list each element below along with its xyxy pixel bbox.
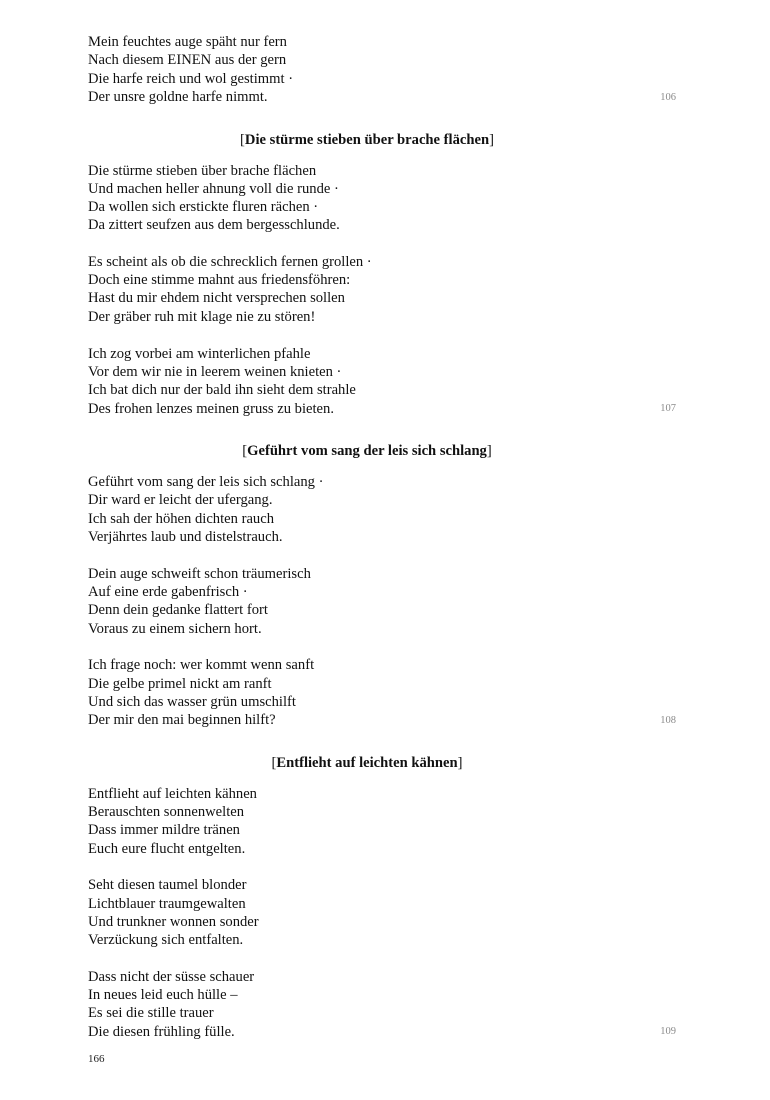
verse-line: Verjährtes laub und distelstrauch. [88,529,283,545]
verse-line: Dass immer mildre tränen [88,822,240,838]
verse-line: Es sei die stille trauer [88,1005,214,1021]
verse-line: Der unsre goldne harfe nimmt. [88,89,268,105]
verse-line: Geführt vom sang der leis sich schlang · [88,474,324,490]
verse-line: Und sich das wasser grün umschilft [88,694,296,710]
verse-line: Ich bat dich nur der bald ihn sieht dem strahle [88,382,356,398]
verse-line: Euch eure flucht entgelten. [88,841,246,857]
verse-line: Dass nicht der süsse schauer [88,969,255,985]
poem-title-text: Entflieht auf leichten kähnen [276,755,458,771]
verse-line: Berauschten sonnenwelten [88,804,245,820]
verse-line: Nach diesem EINEN aus der gern [88,52,287,68]
verse-line: Ich sah der höhen dichten rauch [88,511,274,527]
verse-line: Entflieht auf leichten kähnen [88,786,257,802]
poem-title: [Geführt vom sang der leis sich schlang] [242,443,492,459]
poem-title: [Entflieht auf leichten kähnen] [271,755,463,771]
verse-line: Denn dein gedanke flattert fort [88,602,268,618]
margin-number: 109 [660,1026,676,1037]
verse-line: Die stürme stieben über brache flächen [88,163,317,179]
page-number: 166 [88,1053,105,1065]
verse-line: Die harfe reich und wol gestimmt · [88,71,294,87]
verse-line: Verzückung sich entfalten. [88,932,244,948]
verse-line: Auf eine erde gabenfrisch · [88,584,248,600]
verse-line: Dein auge schweift schon träumerisch [88,566,311,582]
margin-number: 108 [660,715,676,726]
verse-line: Ich frage noch: wer kommt wenn sanft [88,657,315,673]
verse-line: Hast du mir ehdem nicht versprechen sollen [88,290,345,306]
verse-line: Ich zog vorbei am winterlichen pfahle [88,346,311,362]
margin-number: 107 [660,403,676,414]
verse-line: Dir ward er leicht der ufergang. [88,492,273,508]
verse-line: Es scheint als ob die schrecklich fernen grollen · [88,254,372,270]
verse-line: Voraus zu einem sichern hort. [88,621,262,637]
verse-line: Mein feuchtes auge späht nur fern [88,34,287,50]
verse-line: Der gräber ruh mit klage nie zu stören! [88,309,316,325]
poem-title: [Die stürme stieben über brache flächen] [240,132,494,148]
verse-line: Vor dem wir nie in leerem weinen knieten · [88,364,342,380]
verse-line: Und trunkner wonnen sonder [88,914,259,930]
poem-title-text: Die stürme stieben über brache flächen [244,132,490,148]
verse-line: Die diesen frühling fülle. [88,1024,235,1040]
verse-line: Des frohen lenzes meinen gruss zu bieten. [88,401,334,417]
verse-line: Der mir den mai beginnen hilft? [88,712,276,728]
verse-line: Doch eine stimme mahnt aus friedensföhren: [88,272,351,288]
verse-line: Die gelbe primel nickt am ranft [88,676,272,692]
verse-line: Da wollen sich erstickte fluren rächen · [88,199,319,215]
verse-line: Lichtblauer traumgewalten [88,896,246,912]
verse-line: In neues leid euch hülle – [88,987,238,1003]
verse-line: Seht diesen taumel blonder [88,877,247,893]
margin-number: 106 [660,92,676,103]
poem-title-text: Geführt vom sang der leis sich schlang [247,443,487,459]
verse-line: Da zittert seufzen aus dem bergesschlunde. [88,217,340,233]
verse-line: Und machen heller ahnung voll die runde · [88,181,339,197]
